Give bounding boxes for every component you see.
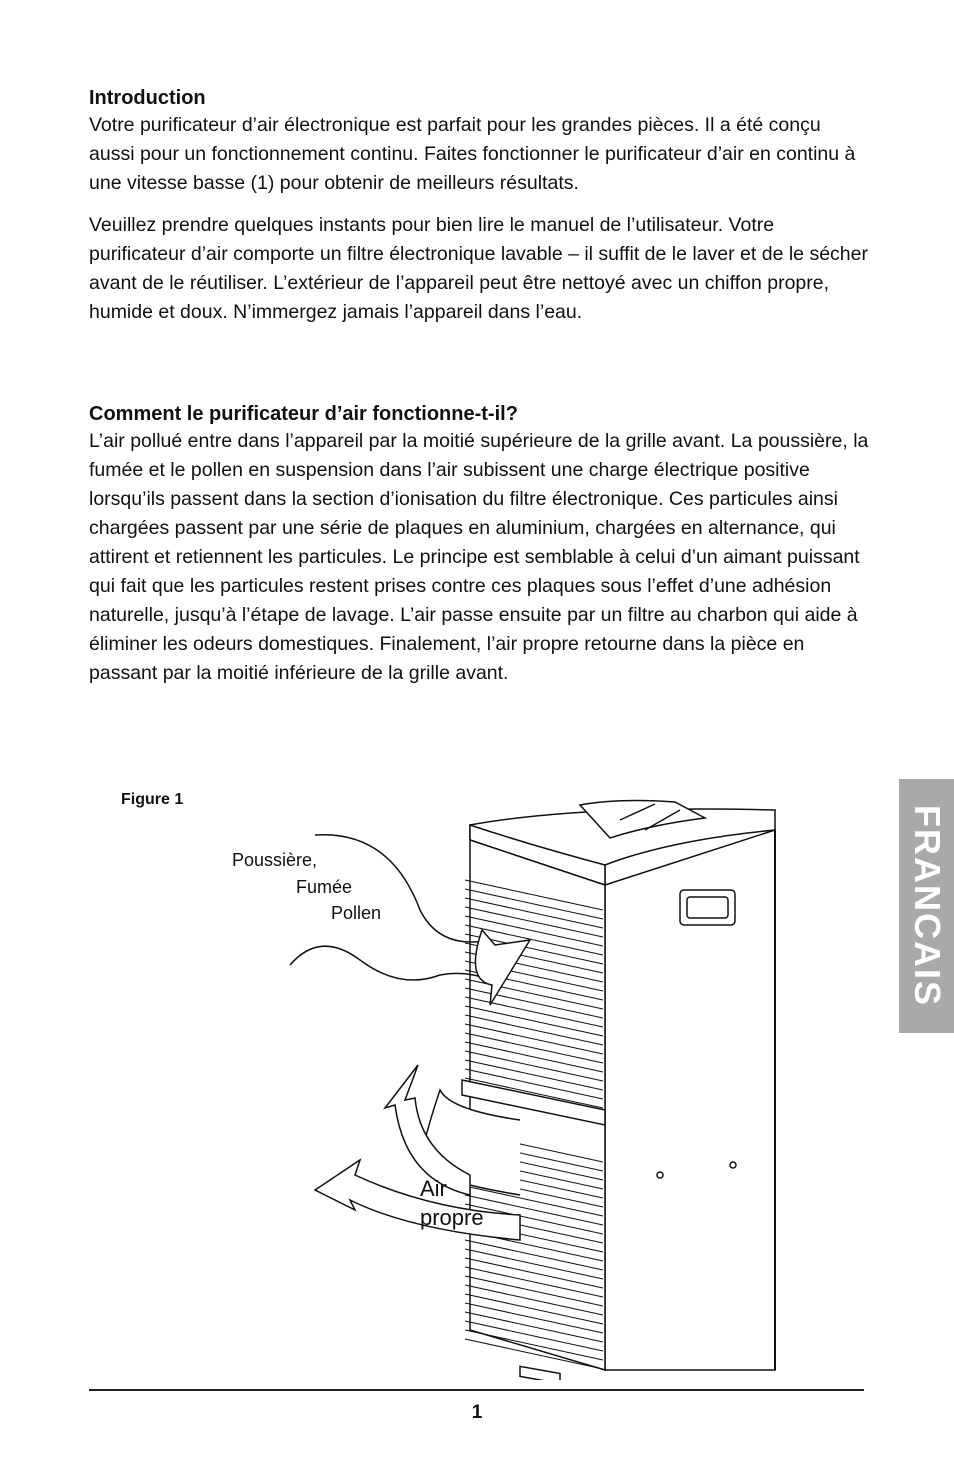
in-label-pollen: Pollen	[331, 903, 382, 923]
out-label-air: Air	[420, 1176, 447, 1201]
figure-caption: Figure 1	[121, 791, 184, 808]
air-purifier-figure	[200, 790, 800, 1380]
how-it-works-section	[89, 401, 869, 688]
in-label-dust: Poussière,	[232, 850, 318, 870]
language-tab-label: FRANCAIS	[906, 805, 948, 1007]
intro-section	[89, 85, 869, 327]
how-it-works-paragraph: L’air pollué entre dans l’appareil par la moitié supérieure de la grille avant. La poussière, la fumée et le pollen en suspension dans l’air subissent une charge électrique positive lorsqu’ils passent dans la section d’ionisation du filtre électronique. Ces particules ainsi chargées passent par une série de plaques en aluminium, chargées en alternance, qui attirent et retiennent les particules. Le principe est semblable à celui d’un aimant puissant qui fait que les particules restent prises contre ces plaques sous l’effet d’une adhésion naturelle, jusqu’à l’étape de lavage. L’air passe ensuite par un filtre au charbon qui aide à éliminer les odeurs domestiques. Finalement, l’air propre retourne dans la pièce en passant par la moitié inférieure de la grille avant.	[89, 430, 869, 684]
intro-paragraph-2: Veuillez prendre quelques instants pour bien lire le manuel de l’utilisateur. Votre purificateur d’air comporte un filtre électronique lavable – il suffit de le laver et de le sécher avant de le réutiliser. L’extérieur de l’appareil peut être nettoyé avec un chiffon propre, humide et doux. N’immergez jamais l’appareil dans l’eau.	[89, 214, 868, 323]
how-it-works-heading: Comment le purificateur d’air fonctionne-t-il?	[89, 403, 518, 425]
intro-heading: Introduction	[89, 87, 206, 109]
in-label-smoke: Fumée	[296, 877, 353, 897]
intro-paragraph-1: Votre purificateur d’air électronique est parfait pour les grandes pièces. Il a été conçu aussi pour un fonctionnement continu. Faites fonctionner le purificateur d’air en continu à une vitesse basse (1) pour obtenir de meilleurs résultats.	[89, 114, 856, 194]
out-label-clean: propre	[420, 1205, 484, 1230]
footer-divider	[89, 1389, 864, 1391]
air-purifier-illustration	[200, 790, 800, 1380]
page-number: 1	[471, 1402, 483, 1423]
language-tab	[899, 779, 954, 1033]
